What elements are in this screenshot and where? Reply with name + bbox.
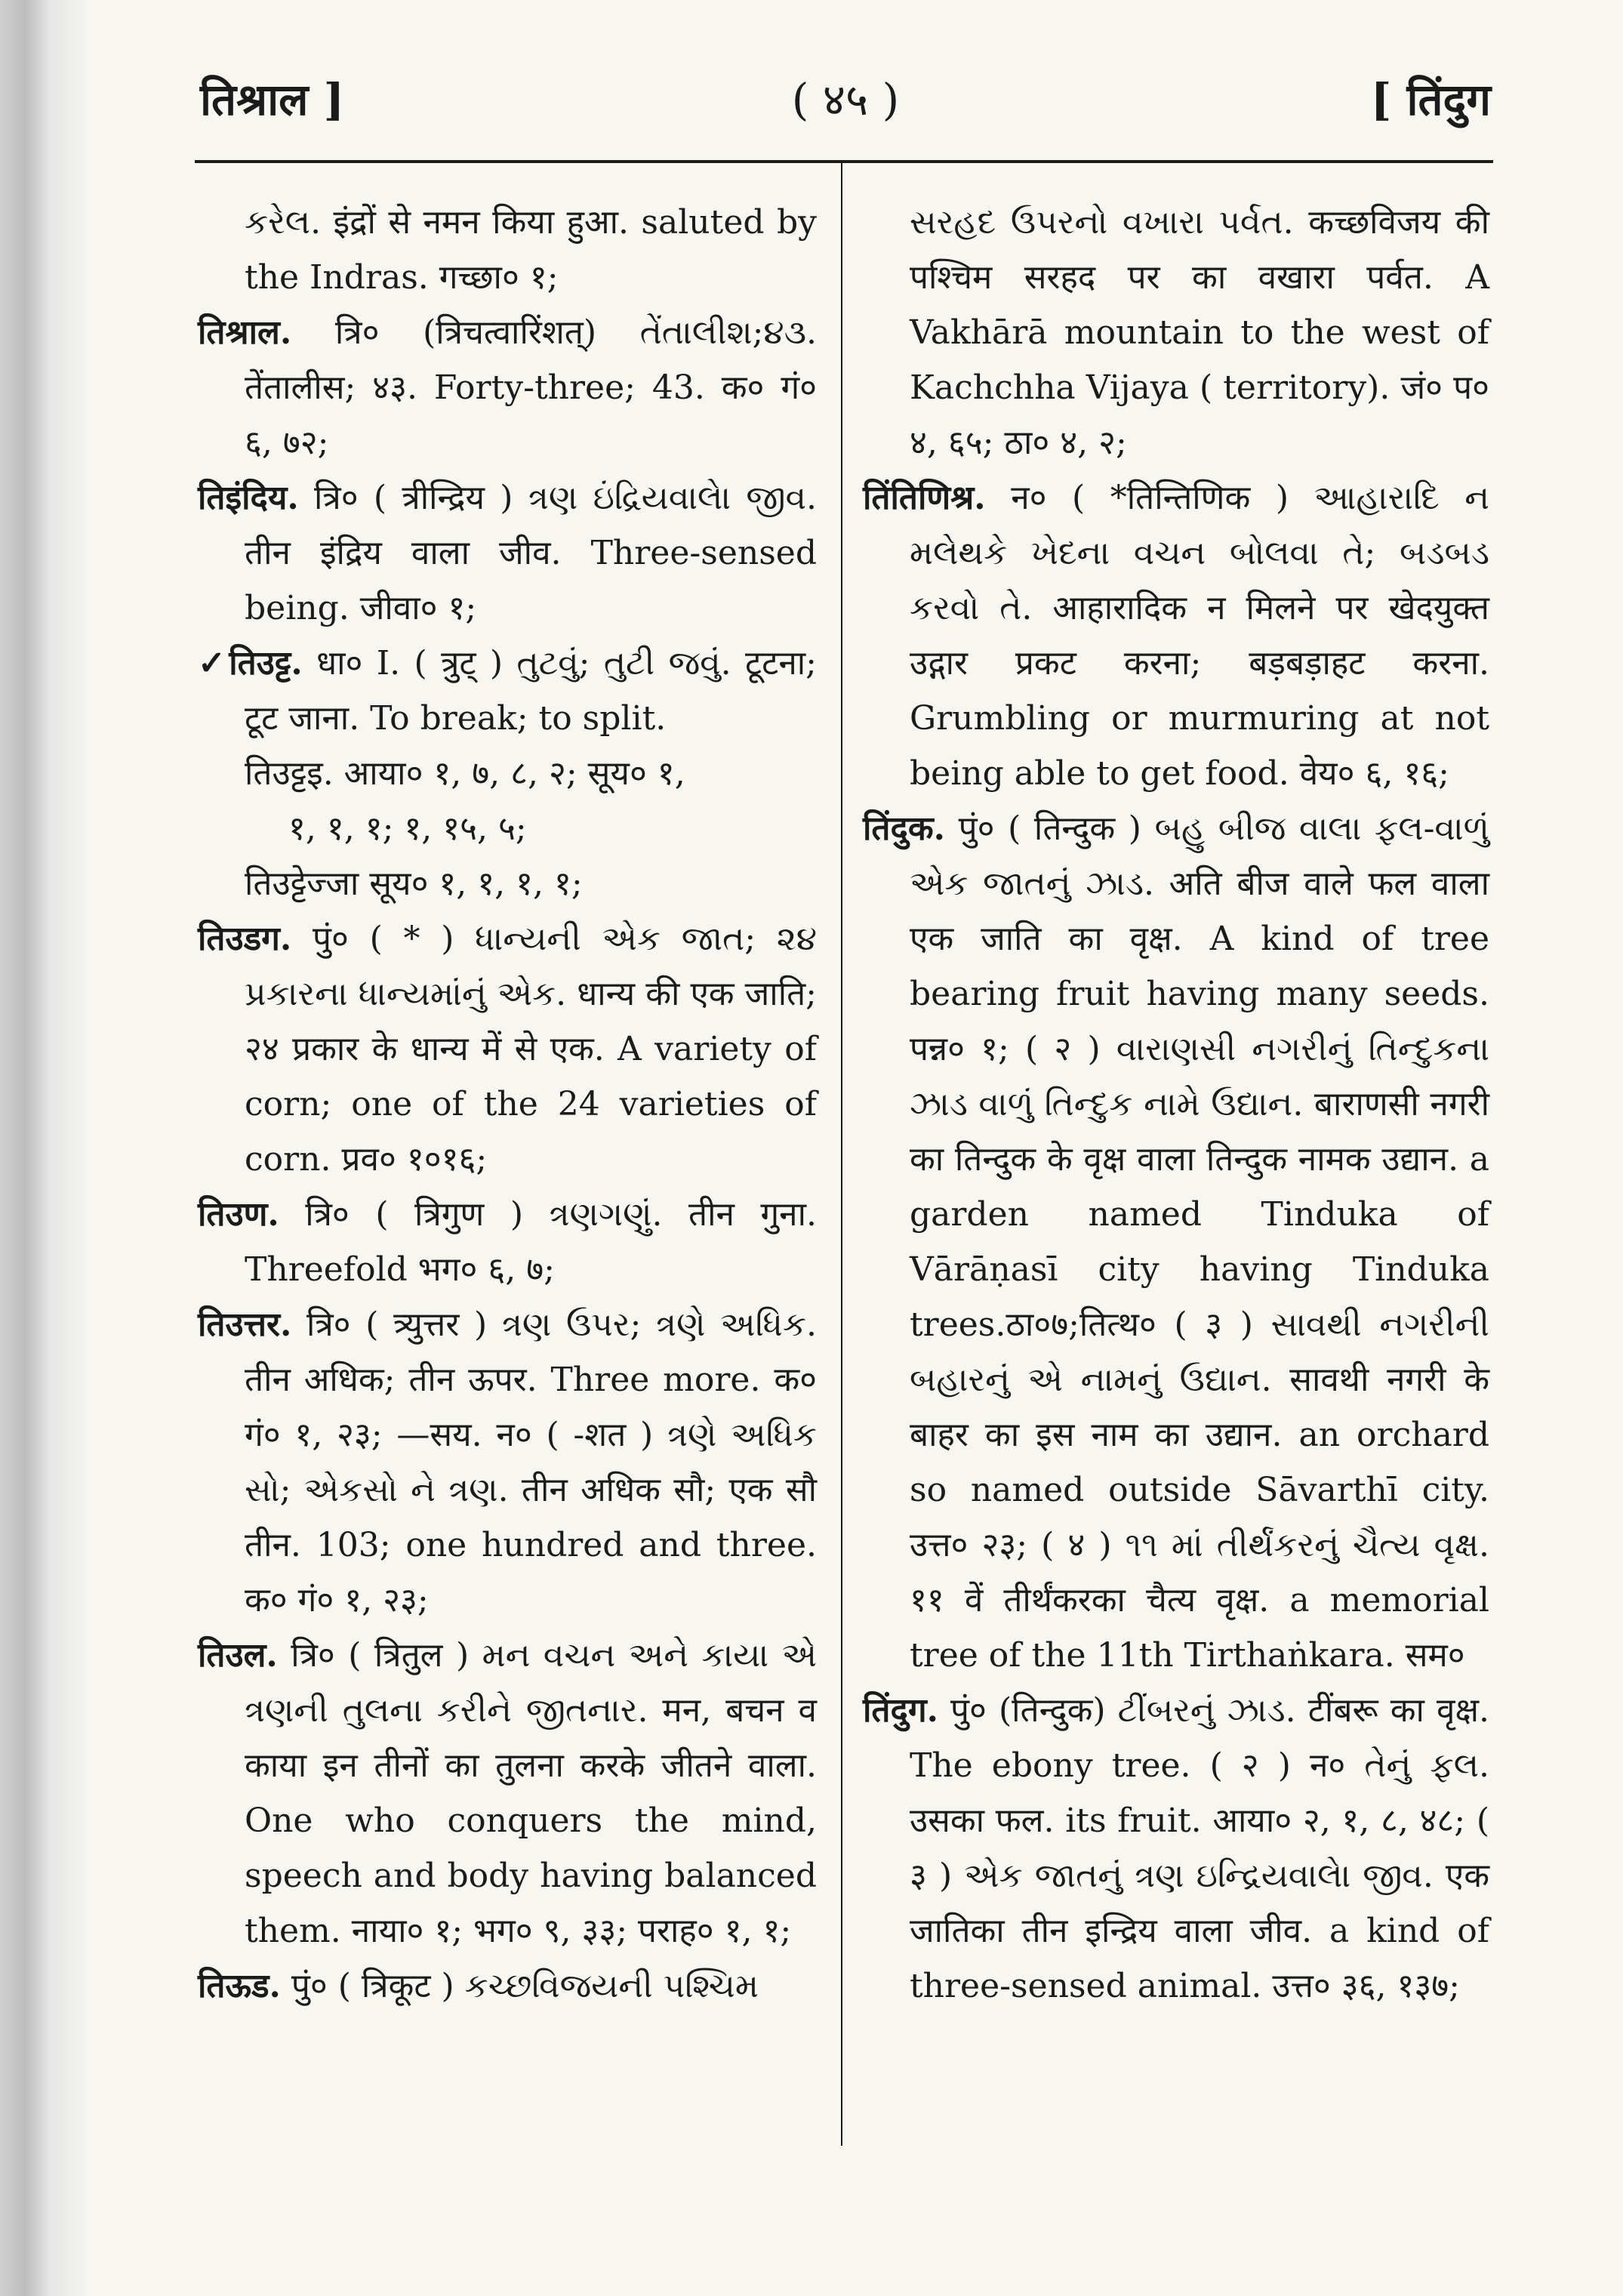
right-column xyxy=(863,195,1489,2014)
dictionary-entry xyxy=(198,1187,817,1297)
entry-text: त्रि० ( त्र्युत्तर ) ત્રણ ઉપર; ત્રણે અધિક. तीन अधिक; तीन ऊपर. Three more. क० गं० १, २३; —सय. न० ( -शत ) ત્રણે અધિક સો; એકસો ને ત્રણ. तीन अधिक सौ; एक सौ तीन. 103; one hundred and three. क० गं० १, २३; xyxy=(245,1305,817,1620)
sub-entry: तिउट्टेज्जा सूय० १, १, १, १; xyxy=(245,864,583,903)
header-right-guideword: [ तिंदुग xyxy=(1370,74,1491,125)
headword: तिइंदिय. xyxy=(198,479,299,517)
headword: तिंदुक. xyxy=(863,809,945,848)
dictionary-entry xyxy=(863,1683,1489,2014)
headword: तिउल. xyxy=(198,1636,278,1675)
entry-text: पुं० ( त्रिकूट ) કચ્છવિજયની પશ્ચિમ xyxy=(280,1967,759,2005)
entry-text: धा० I. ( त्रुट् ) તુટવું; તુટી જવું. टूटना; टूट जाना. To break; to split. xyxy=(245,644,817,738)
entry-text: त्रि० (त्रिचत्वारिंशत्) તેંતાલીશ;૪૩. तेंतालीस; ४३. Forty-three; 43. क० गं० ६, ७२; xyxy=(245,313,817,462)
sub-entry-continued: १, १, १; १, १५, ५; xyxy=(288,809,527,848)
sub-entry: तिउट्टइ. आया० १, ७, ८, २; सूय० १, xyxy=(245,754,685,793)
dictionary-entry xyxy=(198,636,817,746)
entry-text: સરહદ ઉપરનો વખારા પર્વત. कच्छविजय की पश्चिम सरहद पर का वखारा पर्वत. A Vakhārā mountain to the west of Kachchha Vijaya ( territory). जं० प० ४, ६५; ठा० ४, २; xyxy=(910,203,1489,462)
dictionary-entry xyxy=(198,305,817,470)
header-left-guideword: तिश्राल ] xyxy=(200,74,345,125)
headword: तिंतिणिश्र. xyxy=(863,479,986,517)
check-mark-icon: ✓ xyxy=(198,644,229,683)
entry-text: न० ( *तिन्तिणिक ) આહારાદિ ન મલેથકે ખેદના વચન બોલવા તે; બડબડ કરવો તે. आहारादिक न मिलने पर खेदयुक्त उद्गार प्रकट करना; बड़बड़ाहट करना. Grumbling or murmuring at not being able to get food. वेय० ६, १६; xyxy=(910,479,1489,793)
left-column xyxy=(198,195,817,2014)
headword: तिउडग. xyxy=(198,920,292,958)
headword: तिउण. xyxy=(198,1195,279,1234)
dictionary-entry xyxy=(198,1959,817,2014)
entry-continued xyxy=(863,195,1489,470)
entry-text: કરેલ. इंद्रों से नमन किया हुआ. saluted by the Indras. गच्छा० १; xyxy=(245,203,817,297)
page-header xyxy=(200,68,1491,136)
entry-text: त्रि० ( त्रिगुण ) ત્રણગણું. तीन गुना. Threefold भग० ६, ७; xyxy=(245,1195,817,1289)
headword: तिंदुग. xyxy=(863,1691,938,1730)
dictionary-entry xyxy=(863,801,1489,1683)
scan-binding-edge xyxy=(0,0,91,2296)
entry-text: त्रि० ( त्रीन्द्रिय ) ત્રણ ઇંદ્રિયવાલેા જીવ. तीन इंद्रिय वाला जीव. Three-sensed being. जीवा० १; xyxy=(245,479,817,627)
entry-continued xyxy=(198,195,817,305)
dictionary-entry xyxy=(198,470,817,636)
headword: तिश्राल. xyxy=(198,313,292,352)
column-divider xyxy=(841,160,842,2146)
dictionary-entry xyxy=(863,470,1489,801)
page-number: ( ४५ ) xyxy=(791,74,900,125)
dictionary-entry xyxy=(198,1297,817,1628)
header-rule xyxy=(195,160,1493,163)
entry-text: त्रि० ( त्रितुल ) મન વચન અને કાયા એ ત્રણની તુલના કરીને જીતનાર. मन, बचन व काया इन तीनों का तुलना करके जीतने वाला. One who conquers the mind, speech and body having balanced them. नाया० १; भग० ९, ३३; पराह० १, १; xyxy=(245,1636,818,1950)
dictionary-entry xyxy=(198,911,817,1187)
dictionary-entry xyxy=(198,1628,817,1959)
headword: तिउत्तर. xyxy=(198,1305,292,1344)
entry-text: पुं० (तिन्दुक) ટીંબરનું ઝાડ. टींबरू का वृक्ष. The ebony tree. ( २ ) न० તેનું ફલ. उसका फल. its fruit. आया० २, १, ८, ४८; ( ३ ) એક જાતનું ત્રણ ઇન્દ્રિયવાલેા જીવ. एक जातिका तीन इन्द्रिय वाला जीव. a kind of three-sensed animal. उत्त० ३६, १३७; xyxy=(910,1691,1489,2005)
headword: तिउट्ट. xyxy=(229,644,303,683)
entry-text: पुं० ( * ) ધાન્યની એક જાત; ૨૪ પ્રકારના ધાન્યમાંનું એક. धान्य की एक जाति; २४ प्रकार के धान्य में से एक. A variety of corn; one of the 24 varieties of corn. प्रव० १०१६; xyxy=(245,920,817,1179)
entry-text: पुं० ( तिन्दुक ) બહુ બીજ વાલા ફલ-વાળું એક જાતનું ઝાડ. अति बीज वाले फल वाला एक जाति का वृक्ष. A kind of tree bearing fruit having many seeds. पन्न० १; ( २ ) વારાણસી નગરીનું તિન્દુકના ઝાડ વાળું તિન્દુક નામે ઉદ્યાન. बाराणसी नगरी का तिन्दुक के वृक्ष वाला तिन्दुक नामक उद्यान. a garden named Tinduka of Vārāṇasī city having Tinduka trees.ठा०७;तित्थ० ( ३ ) સાવથી નગરીની બહારનું એ નામનું ઉદ્યાન. सावथी नगरी के बाहर का इस नाम का उद्यान. an orchard so named outside Sāvarthī city. उत्त० २३; ( ४ ) ૧૧ માં તીર્થંકરનું ચૈત્ય વૃક્ષ. ११ वें तीर्थंकरका चैत्य वृक्ष. a memorial tree of the 11th Tirthaṅkara. सम० xyxy=(910,809,1489,1675)
headword: तिऊड. xyxy=(198,1967,281,2005)
